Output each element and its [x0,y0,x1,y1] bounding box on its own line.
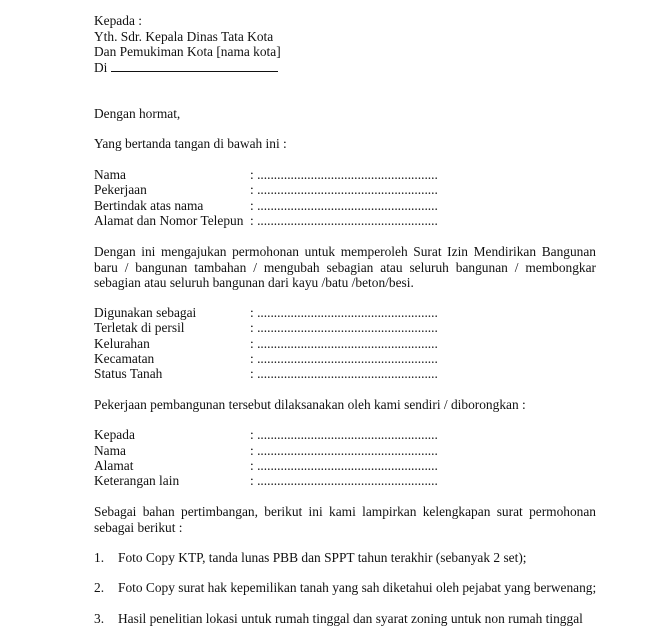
field-fill: : ...................................................... [250,366,438,381]
list-number: 2. [94,580,105,595]
field-fill: : ...................................................... [250,443,438,458]
field-fill: : ...................................................... [250,213,438,228]
field-label: Nama [94,443,126,458]
address-di-label: Di [94,60,108,75]
field-fill: : ...................................................... [250,427,438,442]
field-label: Pekerjaan [94,182,147,197]
list-item: Foto Copy KTP, tanda lunas PBB dan SPPT tahun terakhir (sebanyak 2 set); [118,550,527,565]
field-label: Kecamatan [94,351,155,366]
address-blank-line [111,60,278,72]
greeting: Dengan hormat, [94,106,181,121]
field-label: Alamat dan Nomor Telepun [94,213,244,228]
address-kepada: Kepada : [94,13,142,28]
field-label: Status Tanah [94,366,163,381]
field-label: Alamat [94,458,134,473]
field-label: Keterangan lain [94,473,180,488]
request-paragraph: Dengan ini mengajukan permohonan untuk memperoleh Surat Izin Mendirikan Bangunan baru / bangunan tambahan / mengubah sebagian atau seluruh bangunan / membongkar sebagian atau seluruh bangunan dari kayu /batu /beton/besi. [94,244,596,290]
field-label: Kelurahan [94,336,150,351]
field-label: Nama [94,167,126,182]
field-fill: : ...................................................... [250,473,438,488]
field-fill: : ...................................................... [250,320,438,335]
field-fill: : ...................................................... [250,305,438,320]
address-di [94,60,278,76]
field-fill: : ...................................................... [250,458,438,473]
field-fill: : ...................................................... [250,167,438,182]
list-number: 1. [94,550,105,565]
list-item: Foto Copy surat hak kepemilikan tanah yang sah diketahui oleh pejabat yang berwenang; [118,580,597,595]
field-fill: : ...................................................... [250,351,438,366]
list-number: 3. [94,611,105,626]
address-line-2: Dan Pemukiman Kota [nama kota] [94,44,281,59]
field-label: Digunakan sebagai [94,305,197,320]
field-label: Kepada [94,427,135,442]
field-fill: : ...................................................... [250,182,438,197]
execution-text: Pekerjaan pembangunan tersebut dilaksanakan oleh kami sendiri / diborongkan : [94,397,526,412]
field-fill: : ...................................................... [250,336,438,351]
attachments-intro: Sebagai bahan pertimbangan, berikut ini kami lampirkan kelengkapan surat permohonan sebagai berikut : [94,504,596,535]
list-item: Hasil penelitian lokasi untuk rumah tinggal dan syarat zoning untuk non rumah tinggal [118,611,583,626]
address-line-1: Yth. Sdr. Kepala Dinas Tata Kota [94,29,274,44]
field-label: Terletak di persil [94,320,185,335]
intro-text: Yang bertanda tangan di bawah ini : [94,136,287,151]
field-label: Bertindak atas nama [94,198,204,213]
field-fill: : ...................................................... [250,198,438,213]
